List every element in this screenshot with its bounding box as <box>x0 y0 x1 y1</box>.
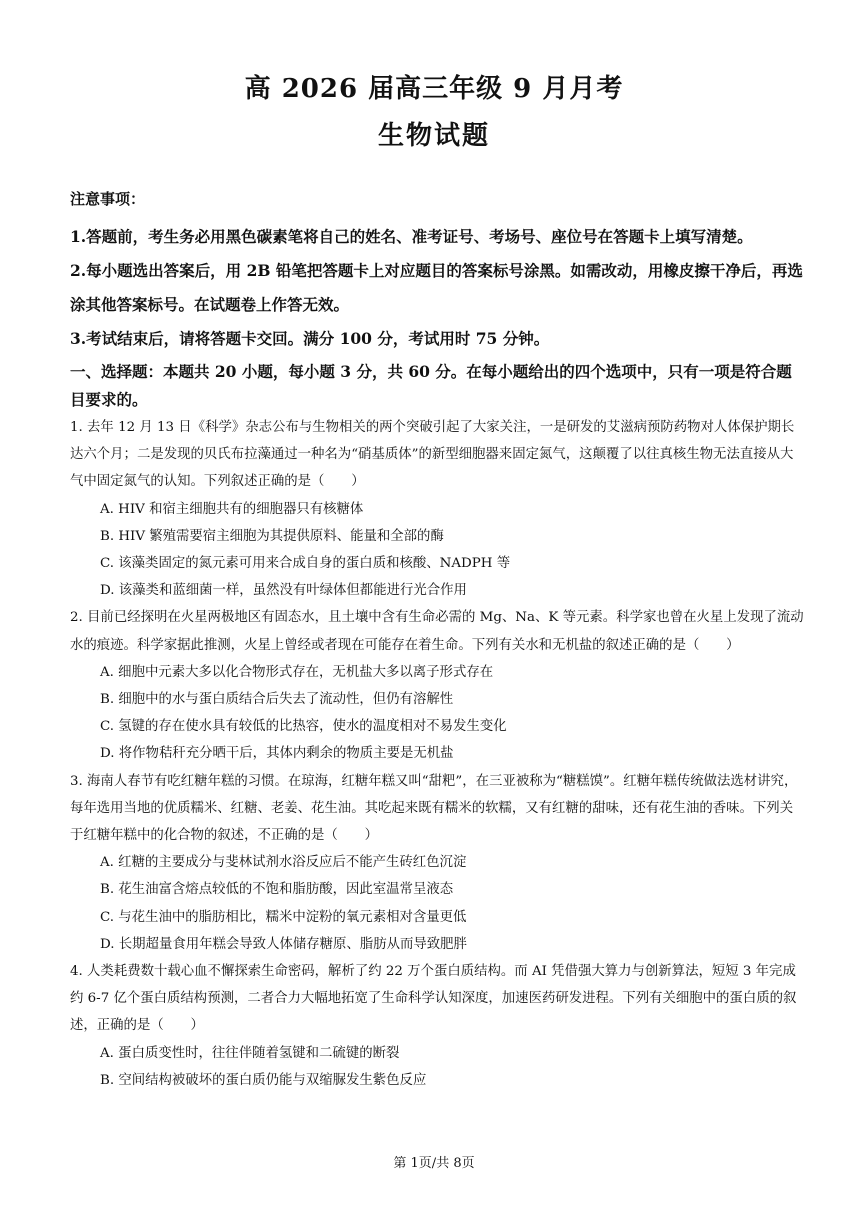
question-stem: 3. 海南人春节有吃红糖年糕的习惯。在琼海，红糖年糕又叫“甜粑”，在三亚被称为“糖糕馍”。红糖年糕传统做法选材讲究，每年选用当地的优质糯米、红糖、老姜、花生油。其吃起来既有糯米的软糯，又有红糖的甜味，还有花生油的香味。下列关于红糖年糕中的化合物的叙述，不正确的是（ ） <box>70 773 798 844</box>
notice-heading: 注意事项： <box>70 190 146 208</box>
exam-title: 高 2026 届高三年级 9 月月考 <box>244 74 624 104</box>
exam-content <box>70 186 806 1094</box>
option-b: B. 花生油富含熔点较低的不饱和脂肪酸，因此室温常呈液态 <box>100 882 454 898</box>
option-d: D. 长期超量食用年糕会导致人体储存糖原、脂肪从而导致肥胖 <box>100 936 467 952</box>
option-a: A. 蛋白质变性时，往往伴随着氢键和二硫键的断裂 <box>100 1045 400 1061</box>
notice-item: 2.每小题选出答案后，用 2B 铅笔把答题卡上对应题目的答案标号涂黑。如需改动，用橡皮擦干净后，再选涂其他答案标号。在试题卷上作答无效。 <box>70 261 803 314</box>
option-c: C. 与花生油中的脂肪相比，糯米中淀粉的氧元素相对含量更低 <box>100 909 467 925</box>
question-stem: 1. 去年 12 月 13 日《科学》杂志公布与生物相关的两个突破引起了大家关注，一是研发的艾滋病预防药物对人体保护期长达六个月；二是发现的贝氏布拉藻通过一种名为“硝基质体”的新型细胞器来固定氮气，这颠覆了以往真核生物无法直接从大气中固定氮气的认知。下列叙述正确的是（ ） <box>70 420 795 490</box>
option-a: A. HIV 和宿主细胞共有的细胞器只有核糖体 <box>100 501 364 517</box>
exam-subtitle: 生物试题 <box>377 121 490 151</box>
question-2 <box>70 604 806 767</box>
option-a: A. 红糖的主要成分与斐林试剂水浴反应后不能产生砖红色沉淀 <box>100 855 467 871</box>
option-a: A. 细胞中元素大多以化合物形式存在，无机盐大多以离子形式存在 <box>100 664 494 680</box>
option-b: B. 细胞中的水与蛋白质结合后失去了流动性，但仍有溶解性 <box>100 692 454 708</box>
section-heading: 一、选择题：本题共 20 小题，每小题 3 分，共 60 分。在每小题给出的四个选项中，只有一项是符合题目要求的。 <box>70 362 792 409</box>
option-d: D. 该藻类和蓝细菌一样，虽然没有叶绿体但都能进行光合作用 <box>100 583 467 599</box>
question-4 <box>70 958 806 1094</box>
notice-item: 1.答题前，考生务必用黑色碳素笔将自己的姓名、准考证号、考场号、座位号在答题卡上填写清楚。 <box>70 227 753 246</box>
option-c: C. 氢键的存在使水具有较低的比热容，使水的温度相对不易发生变化 <box>100 719 507 735</box>
question-stem: 2. 目前已经探明在火星两极地区有固态水，且土壤中含有生命必需的 Mg、Na、K 等元素。科学家也曾在火星上发现了流动水的痕迹。科学家据此推测，火星上曾经或者现在可能存在着生命。下列有关水和无机盐的叙述正确的是（ ） <box>70 610 804 653</box>
option-d: D. 将作物秸秆充分晒干后，其体内剩余的物质主要是无机盐 <box>100 746 454 762</box>
option-b: B. 空间结构被破坏的蛋白质仍能与双缩脲发生紫色反应 <box>100 1072 427 1088</box>
option-b: B. HIV 繁殖需要宿主细胞为其提供原料、能量和全部的酶 <box>100 528 444 544</box>
question-stem: 4. 人类耗费数十载心血不懈探索生命密码，解析了约 22 万个蛋白质结构。而 AI 凭借强大算力与创新算法，短短 3 年完成约 6-7 亿个蛋白质结构预测，二者合力大幅地拓宽了生命科学认知深度，加速医药研发进程。下列有关细胞中的蛋白质的叙述，正确的是（ ） <box>70 964 797 1034</box>
option-c: C. 该藻类固定的氮元素可用来合成自身的蛋白质和核酸、NADPH 等 <box>100 556 511 572</box>
question-3 <box>70 768 806 958</box>
notice-item: 3.考试结束后，请将答题卡交回。满分 100 分，考试用时 75 分钟。 <box>70 329 550 348</box>
question-1 <box>70 414 806 604</box>
page-number: 第 1页/共 8页 <box>393 1156 475 1171</box>
